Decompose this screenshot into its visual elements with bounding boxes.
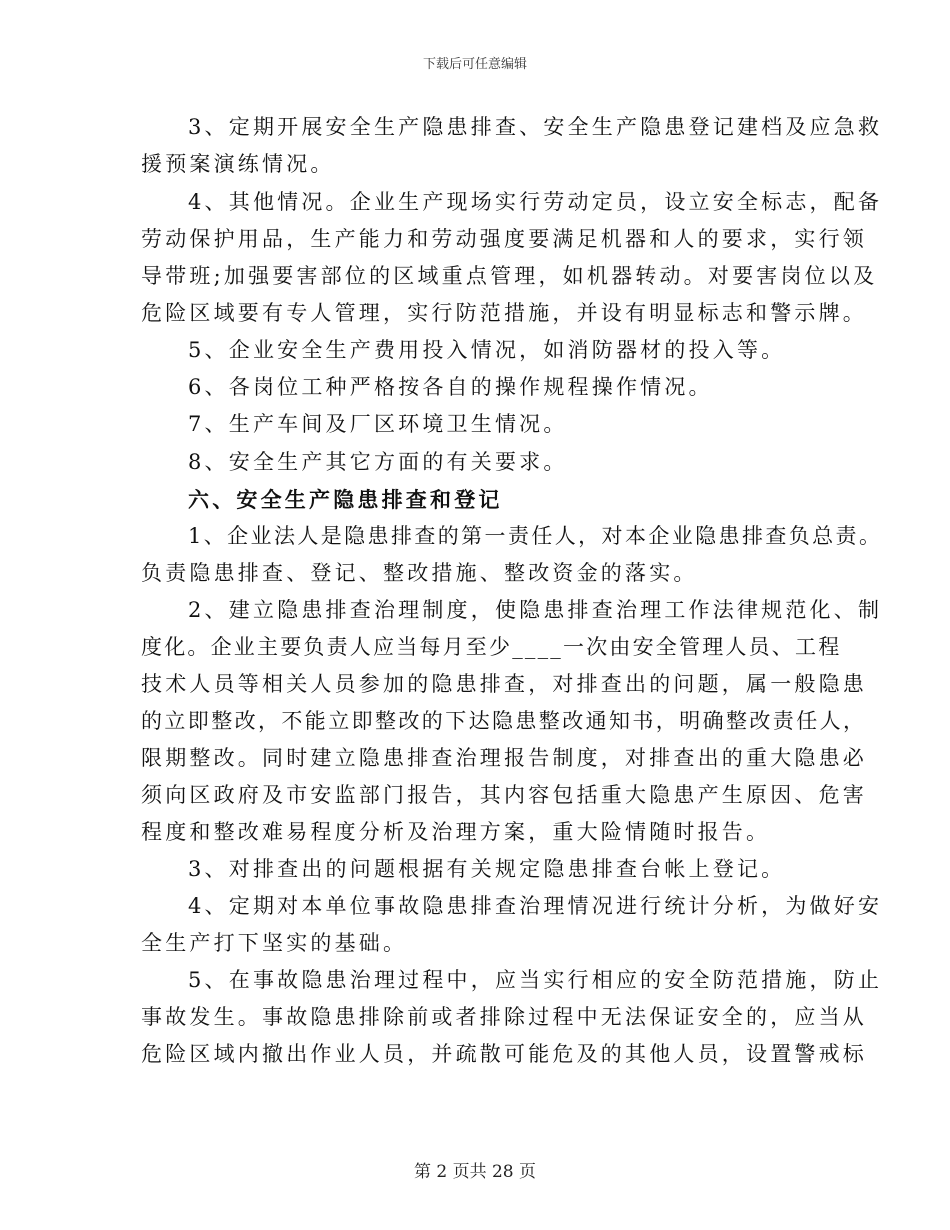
body-line: 2、建立隐患排查治理制度，使隐患排查治理工作法律规范化、制 — [188, 598, 883, 622]
body-line: 导带班;加强要害部位的区域重点管理，如机器转动。对要害岗位以及 — [141, 264, 878, 288]
section-heading: 六、安全生产隐患排查和登记 — [188, 487, 503, 512]
body-line: 须向区政府及市安监部门报告，其内容包括重大隐患产生原因、危害 — [141, 783, 867, 807]
body-line: 全生产打下坚实的基础。 — [141, 931, 408, 955]
body-line: 7、生产车间及厂区环境卫生情况。 — [188, 412, 568, 436]
body-line: 限期整改。同时建立隐患排查治理报告制度，对排查出的重大隐患必 — [141, 746, 867, 770]
body-line: 技术人员等相关人员参加的隐患排查，对排查出的问题，属一般隐患 — [141, 672, 867, 696]
body-line: 8、安全生产其它方面的有关要求。 — [188, 450, 568, 474]
page-header: 下载后可任意编辑 — [422, 57, 527, 72]
body-line: 4、其他情况。企业生产现场实行劳动定员，设立安全标志，配备 — [188, 190, 883, 214]
body-line: 5、在事故隐患治理过程中，应当实行相应的安全防范措施，防止 — [188, 968, 883, 992]
body-line: 3、对排查出的问题根据有关规定隐患排查台帐上登记。 — [188, 857, 786, 881]
body-line: 3、定期开展安全生产隐患排查、安全生产隐患登记建档及应急救 — [188, 115, 883, 139]
body-line: 度化。企业主要负责人应当每月至少____一次由安全管理人员、工程 — [141, 635, 842, 659]
body-line: 危险区域要有专人管理，实行防范措施，并设有明显标志和警示牌。 — [141, 301, 867, 325]
body-line: 援预案演练情况。 — [141, 152, 335, 176]
body-line: 事故发生。事故隐患排除前或者排除过程中无法保证安全的，应当从 — [141, 1005, 867, 1029]
body-line: 负责隐患排查、登记、整改措施、整改资金的落实。 — [141, 561, 698, 585]
body-line: 危险区域内撤出作业人员，并疏散可能危及的其他人员，设置警戒标 — [141, 1042, 867, 1066]
page-footer: 第 2 页共 28 页 — [413, 1162, 537, 1182]
body-line: 5、企业安全生产费用投入情况，如消防器材的投入等。 — [188, 338, 786, 362]
body-line: 4、定期对本单位事故隐患排查治理情况进行统计分析，为做好安 — [188, 894, 883, 918]
body-line: 1、企业法人是隐患排查的第一责任人，对本企业隐患排查负总责。 — [188, 524, 883, 548]
body-line: 劳动保护用品，生产能力和劳动强度要满足机器和人的要求，实行领 — [141, 227, 867, 251]
body-line: 的立即整改，不能立即整改的下达隐患整改通知书，明确整改责任人， — [141, 709, 867, 733]
body-line: 程度和整改难易程度分析及治理方案，重大险情随时报告。 — [141, 820, 771, 844]
body-line: 6、各岗位工种严格按各自的操作规程操作情况。 — [188, 375, 713, 399]
